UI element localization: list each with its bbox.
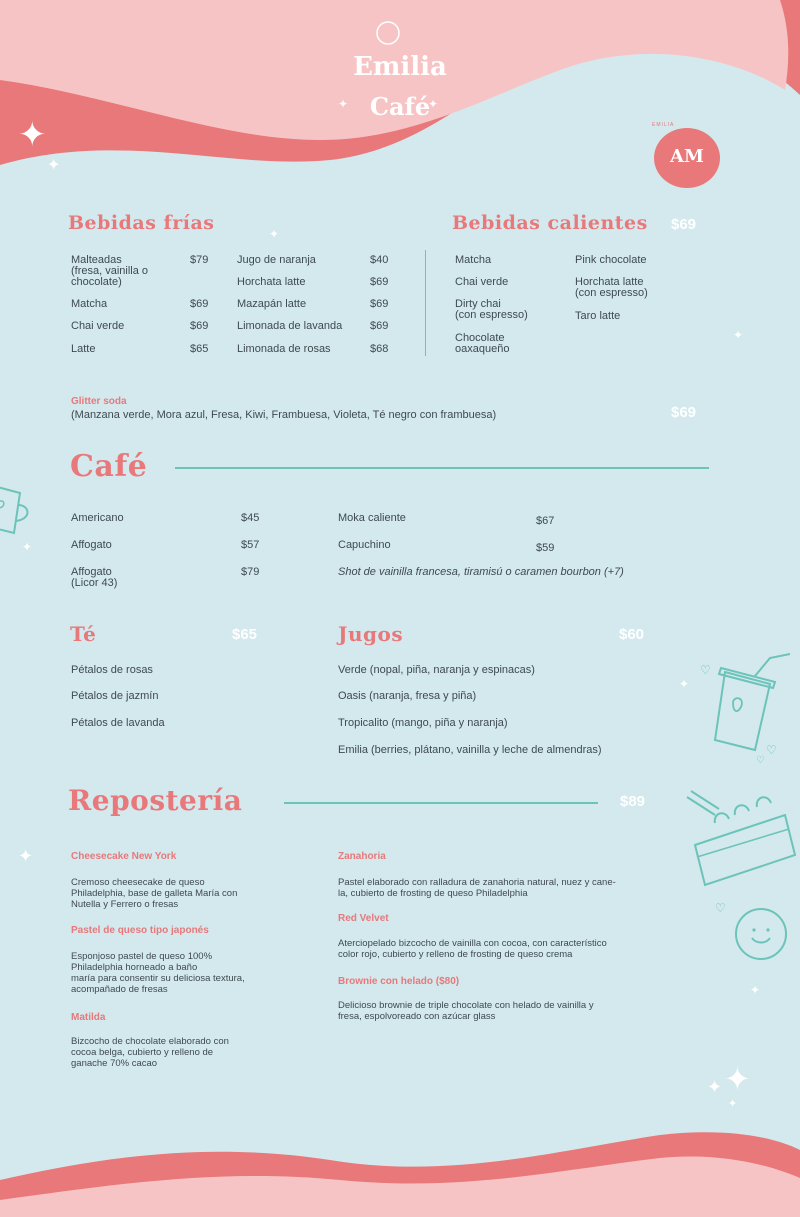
sparkle-icon: ✦ (22, 540, 33, 554)
dessert-name: Pastel de queso tipo japonés (71, 925, 209, 936)
glitter-soda-flavors: (Manzana verde, Mora azul, Fresa, Kiwi, Frambuesa, Violeta, Té negro con frambuesa) (71, 409, 497, 421)
menu-item-name: Chai verde (71, 320, 125, 332)
section-price: $60 (619, 626, 645, 643)
menu-item-name: Jugo de naranja (237, 254, 316, 266)
menu-item-name: Affogato (71, 539, 112, 551)
dessert-description: Delicioso brownie de triple chocolate con helado de vainilla y fresa, espolvoreado con azúcar glass (338, 1000, 594, 1022)
menu-item-name: Horchata latte (237, 276, 306, 288)
menu-item-name: Pétalos de jazmín (71, 690, 159, 702)
menu-item-name: Mazapán latte (237, 298, 307, 310)
menu-item-name: Matcha (71, 298, 108, 310)
sparkle-icon: ✦ (750, 983, 761, 997)
badge-small-text: EMILIA (652, 122, 675, 128)
dessert-name: Cheesecake New York (71, 851, 177, 862)
dessert-description: Cremoso cheesecake de queso Philadelphia, base de galleta María con Nutella y Ferrero o fresas (71, 877, 238, 910)
menu-item-price: $65 (190, 343, 209, 355)
section-price: $69 (671, 216, 697, 233)
sparkle-icon: ✦ (728, 1098, 738, 1110)
menu-item-name: Tropicalito (mango, piña y naranja) (338, 717, 508, 729)
menu-item-name: Affogato (Licor 43) (71, 566, 118, 589)
glitter-soda-title: Glitter soda (71, 396, 127, 407)
section-title-jugos: Jugos (338, 622, 404, 646)
menu-item-name: Horchata latte (con espresso) (575, 276, 648, 299)
menu-item-name: Americano (71, 512, 124, 524)
section-title-te: Té (70, 622, 97, 646)
heart-icon: ♡ (756, 755, 765, 766)
menu-item-price: $69 (370, 320, 389, 332)
menu-item-price: $69 (190, 298, 209, 310)
dessert-name: Matilda (71, 1012, 106, 1023)
menu-item-name: Limonada de rosas (237, 343, 331, 355)
sparkle-icon: ✦ (18, 116, 47, 154)
brand-name-line1: Emilia (353, 52, 447, 82)
menu-item-name: Limonada de lavanda (237, 320, 343, 332)
menu-item-name: Emilia (berries, plátano, vainilla y leche de almendras) (338, 744, 602, 756)
menu-item-name: Chocolate oaxaqueño (455, 332, 510, 355)
cup-icon (0, 475, 42, 539)
menu-item-price: $69 (190, 320, 209, 332)
menu-item-name: Pétalos de rosas (71, 664, 153, 676)
menu-item-name: Oasis (naranja, fresa y piña) (338, 690, 477, 702)
badge-monogram: AM (670, 146, 704, 167)
menu-item-name: Latte (71, 343, 96, 355)
sparkle-icon: ✦ (724, 1061, 751, 1097)
dessert-description: Aterciopelado bizcocho de vainilla con cocoa, con característico color rojo, cubierto y relleno de frosting de queso crema (338, 938, 607, 960)
sparkle-icon: ✦ (47, 157, 61, 174)
menu-item-price: $69 (370, 298, 389, 310)
section-title-reposteria: Repostería (68, 784, 243, 817)
section-title-bebidas-frias: Bebidas frías (68, 212, 215, 234)
sparkle-icon: ✦ (338, 97, 349, 111)
cafe-extra-note: Shot de vainilla francesa, tiramisú o caramen bourbon (+7) (338, 566, 624, 578)
menu-item-name: Dirty chai (con espresso) (455, 298, 528, 321)
section-title-cafe: Café (70, 449, 148, 484)
menu-item-name: Taro latte (575, 310, 621, 322)
logo-circle-icon (375, 20, 401, 46)
menu-item-price: $59 (536, 542, 555, 554)
menu-item-name: Pink chocolate (575, 254, 647, 266)
section-divider (284, 802, 598, 804)
sparkle-icon: ✦ (679, 677, 690, 691)
sparkle-icon: ✦ (428, 97, 439, 111)
smiley-icon (733, 906, 789, 962)
menu-item-name: Chai verde (455, 276, 509, 288)
heart-icon: ♡ (766, 743, 777, 757)
sparkle-icon: ✦ (18, 846, 34, 866)
menu-item-price: $57 (241, 539, 260, 551)
menu-item-price: $45 (241, 512, 260, 524)
section-price: $65 (232, 626, 258, 643)
menu-item-name: Matcha (455, 254, 492, 266)
sparkle-icon: ✦ (733, 328, 744, 342)
heart-icon: ♡ (715, 901, 726, 915)
menu-item-name: Malteadas (fresa, vainilla o chocolate) (71, 254, 149, 288)
sparkle-icon: ✦ (707, 1077, 723, 1097)
menu-item-price: $67 (536, 515, 555, 527)
sparkle-icon: ✦ (269, 227, 280, 241)
menu-item-price: $40 (370, 254, 389, 266)
brand-name-line2: Café (369, 92, 431, 121)
section-price: $69 (671, 404, 697, 421)
menu-item-price: $68 (370, 343, 389, 355)
section-title-bebidas-calientes: Bebidas calientes (452, 212, 648, 234)
menu-item-name: Capuchino (338, 539, 391, 551)
section-divider (175, 467, 709, 469)
cake-icon (685, 785, 800, 895)
section-price: $89 (620, 793, 646, 810)
dessert-description: Pastel elaborado con ralladura de zanahoria natural, nuez y cane- la, cubierto de frosting de queso Philadelphia (338, 877, 616, 899)
menu-item-price: $79 (241, 566, 260, 578)
menu-item-price: $69 (370, 276, 389, 288)
menu-item-name: Pétalos de lavanda (71, 717, 165, 729)
dessert-description: Esponjoso pastel de queso 100% Philadelphia horneado a baño maría para consentir su deliciosa textura, acompañado de fresas (71, 951, 245, 995)
menu-item-name: Verde (nopal, piña, naranja y espinacas) (338, 664, 535, 676)
menu-item-price: $79 (190, 254, 209, 266)
dessert-name: Red Velvet (338, 913, 389, 924)
dessert-description: Bizcocho de chocolate elaborado con cocoa belga, cubierto y relleno de ganache 70% cacao (71, 1036, 229, 1069)
menu-item-name: Moka caliente (338, 512, 406, 524)
dessert-name: Brownie con helado ($80) (338, 976, 460, 987)
heart-icon: ♡ (700, 663, 711, 677)
column-divider (425, 250, 426, 356)
dessert-name: Zanahoria (338, 851, 386, 862)
